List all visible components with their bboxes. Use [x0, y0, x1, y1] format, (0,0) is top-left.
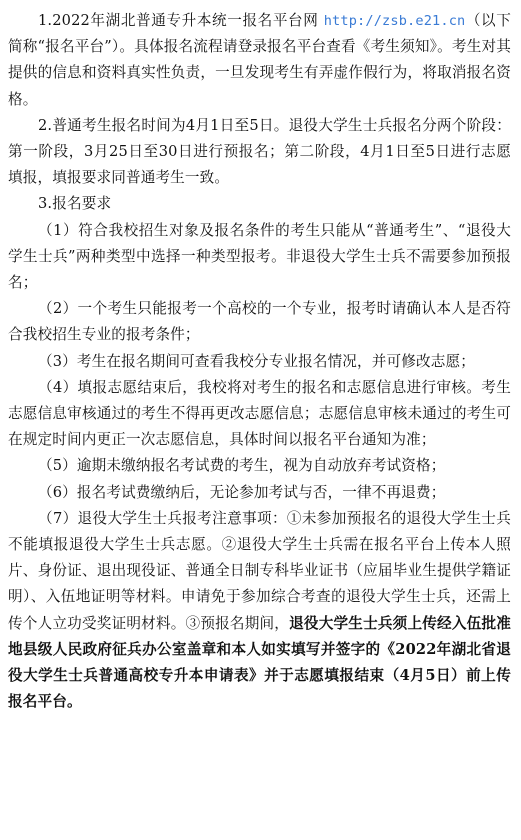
requirement-6: （6）报名考试费缴纳后，无论参加考试与否，一律不再退费； [38, 483, 446, 501]
registration-platform-link[interactable]: http://zsb.e21.cn [323, 13, 466, 29]
requirement-2: （2）一个考生只能报考一个高校的一个专业，报考时请确认本人是否符合我校招生专业的报考条件； [8, 300, 511, 344]
requirement-3: （3）考生在报名期间可查看我校分专业报名情况，并可修改志愿； [38, 352, 476, 370]
requirement-5: （5）逾期未缴纳报名考试费的考生，视为自动放弃考试资格； [38, 457, 446, 475]
item-2: 2.普通考生报名时间为4月1日至5日。退役大学生士兵报名分两个阶段：第一阶段，3月25日至30日进行预报名；第二阶段，4月1日至5日进行志愿填报，填报要求同普通考生一致。 [8, 116, 511, 187]
requirement-1: （1）符合我校招生对象及报名条件的考生只能从“普通考生”、“退役大学生士兵”两种类型中选择一种类型报考。非退役大学生士兵不需要参加预报名； [8, 221, 511, 292]
item-1 [8, 8, 511, 113]
item-1-text-post: （以下简称“报名平台”）。具体报名流程请登录报名平台查看《考生须知》。考生对其提供的信息和资料真实性负责，一旦发现考生有弄虚作假行为，将取消报名资格。 [8, 12, 511, 108]
requirement-7 [8, 506, 511, 716]
item-1-text-pre: 1.2022年湖北普通专升本统一报名平台网 [38, 12, 324, 29]
requirement-7-bold-text: 退役大学生士兵须上传经入伍批准地县级人民政府征兵办公室盖章和本人如实填写并签字的《2022年湖北省退役大学生士兵普通高校专升本申请表》并于志愿填报结束（4月5日）前上传报名平台。 [8, 614, 511, 711]
item-3-heading: 3.报名要求 [38, 195, 112, 213]
requirement-4: （4）填报志愿结束后，我校将对考生的报名和志愿信息进行审核。考生志愿信息审核通过的考生不得再更改志愿信息；志愿信息审核未通过的考生可在规定时间内更正一次志愿信息，具体时间以报名平台通知为准； [8, 378, 511, 449]
requirement-7-text: （7）退役大学生士兵报考注意事项：①未参加预报名的退役大学生士兵不能填报退役大学生士兵志愿。②退役大学生士兵需在报名平台上传本人照片、身份证、退出现役证、普通全日制专科毕业证书（应届毕业生提供学籍证明）、入伍地证明等材料。申请免于参加综合考查的退役大学生士兵，还需上传个人立功受奖证明材料。③预报名期间， [8, 509, 511, 632]
